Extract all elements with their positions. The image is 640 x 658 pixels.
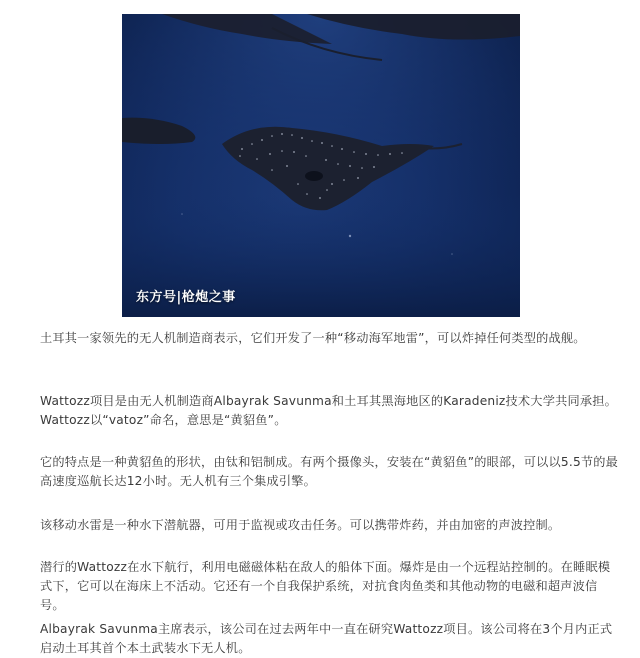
- paragraph: Albayrak Savunma主席表示，该公司在过去两年中一直在研究Wattozz项目。该公司将在3个月内正式启动土耳其首个本土武装水下无人机。: [40, 622, 613, 655]
- paragraph: 该移动水雷是一种水下潜航器，可用于监视或攻击任务。可以携带炸药，并由加密的声波控制。: [40, 518, 561, 532]
- underwater-scene: [122, 14, 520, 317]
- paragraph: 土耳其一家领先的无人机制造商表示，它们开发了一种“移动海军地雷”，可以炸掉任何类型的战舰。: [40, 331, 586, 345]
- paragraph: 潜行的Wattozz在水下航行，利用电磁磁体粘在敌人的船体下面。爆炸是由一个远程站控制的。在睡眠模式下，它可以在海床上不活动。它还有一个自我保护系统，对抗食肉鱼类和其他动物的电磁和超声波信号。: [40, 560, 611, 612]
- image-watermark: 东方号|枪炮之事: [136, 290, 236, 305]
- paragraph: Wattozz项目是由无人机制造商Albayrak Savunma和土耳其黑海地区的Karadeniz技术大学共同承担。Wattozz以“vatoz”命名，意思是“黄貂鱼”。: [40, 394, 618, 427]
- stingray-photo: [122, 14, 520, 317]
- paragraph: 它的特点是一种黄貂鱼的形状，由钛和铝制成。有两个摄像头，安装在“黄貂鱼”的眼部，可以以5.5节的最高速度巡航长达12小时。无人机有三个集成引擎。: [40, 455, 619, 488]
